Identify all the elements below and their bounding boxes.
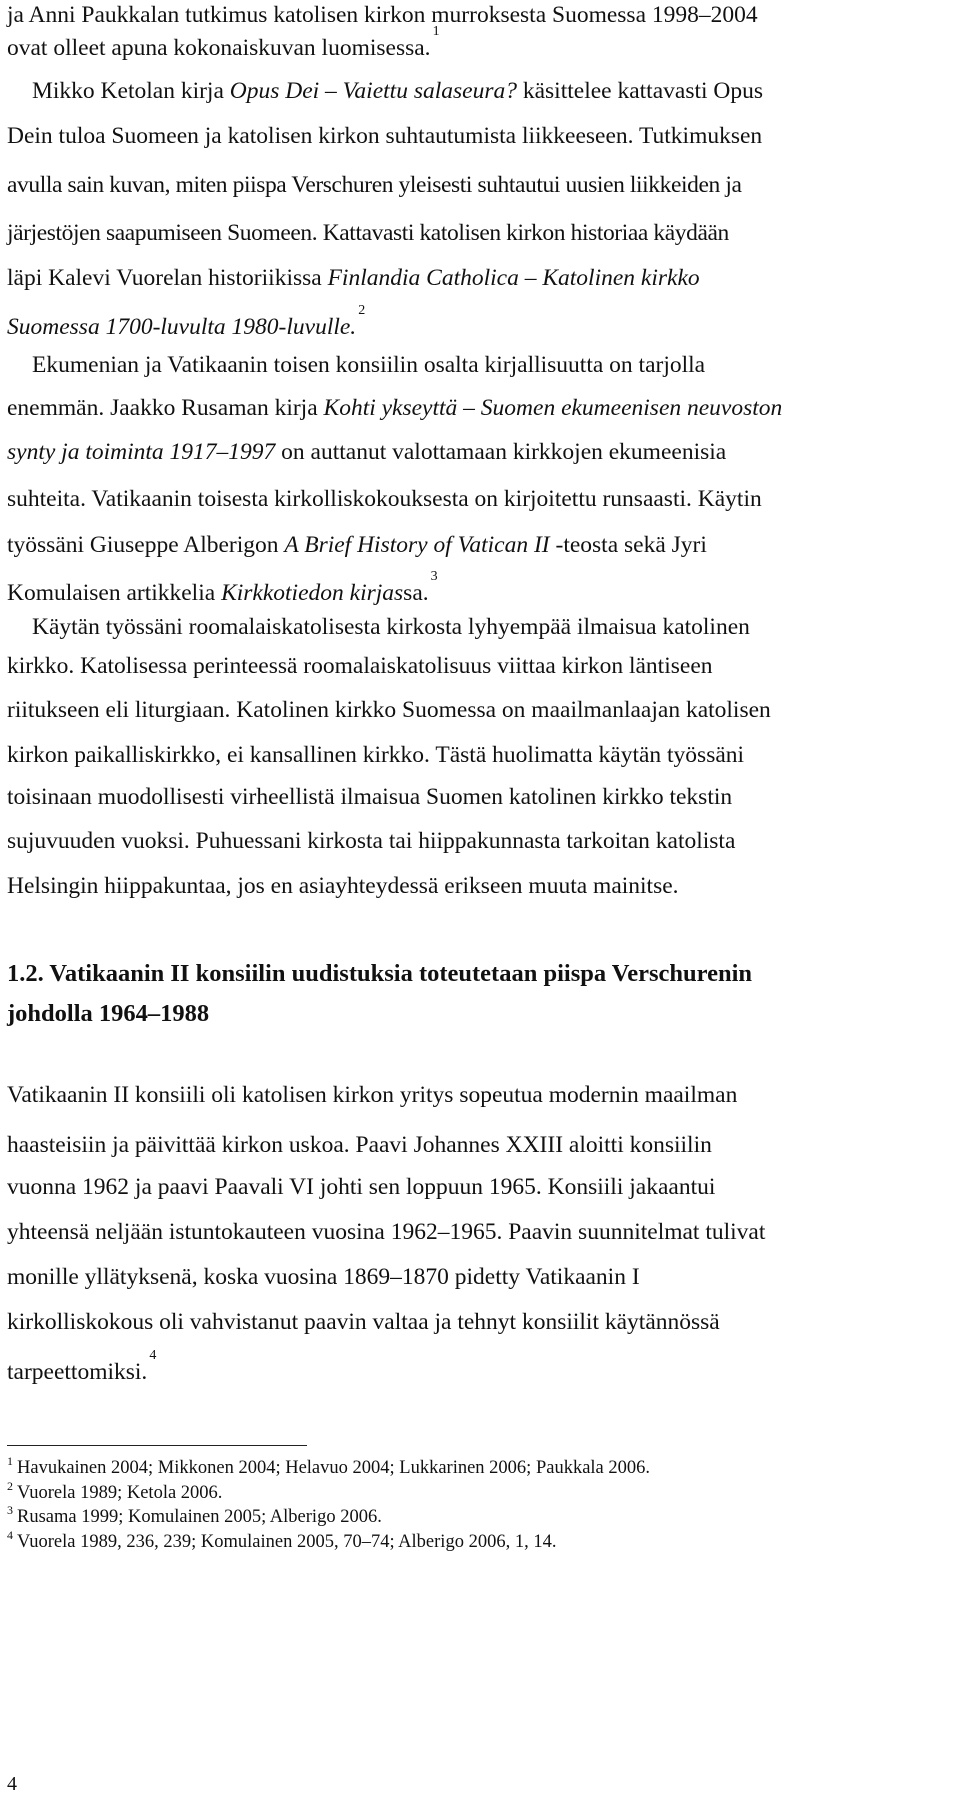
page-number: 4 bbox=[7, 1773, 17, 1795]
text-run: on auttanut valottamaan kirkkojen ekumeenisia bbox=[275, 439, 727, 465]
text-run: toisinaan muodollisesti virheellistä ilmaisua Suomen katolinen kirkko tekstin bbox=[7, 784, 733, 810]
text-run: avulla sain kuvan, miten piispa Verschuren yleisesti suhtautui uusien liikkeiden ja bbox=[7, 172, 742, 198]
body-line bbox=[7, 569, 438, 608]
heading-line: johdolla 1964–1988 bbox=[7, 1000, 210, 1027]
italic-title: Opus Dei – Vaiettu salaseura? bbox=[229, 78, 517, 104]
text-run: Komulaisen artikkelia bbox=[7, 579, 222, 606]
footnote bbox=[7, 1530, 556, 1555]
body-line bbox=[32, 612, 750, 642]
italic-title: Kohti ykseyttä – Suomen ekumeenisen neuvoston bbox=[323, 395, 783, 421]
body-line bbox=[7, 170, 742, 200]
footnote-text: Rusama 1999; Komulainen 2005; Alberigo 2006. bbox=[17, 1507, 382, 1527]
footnote-separator bbox=[7, 1445, 307, 1446]
body-line bbox=[7, 218, 729, 248]
footnote-ref: 4 bbox=[149, 1348, 157, 1363]
text-run: kirkolliskokous oli vahvistanut paavin valtaa ja tehnyt konsiilit käytännössä bbox=[7, 1309, 720, 1335]
body-line bbox=[7, 437, 726, 467]
text-run: tarpeettomiksi. bbox=[7, 1358, 148, 1385]
body-line bbox=[7, 782, 732, 812]
body-line bbox=[7, 826, 735, 856]
text-run: vuonna 1962 ja paavi Paavali VI johti sen loppuun 1965. Konsiili jakaantui bbox=[7, 1174, 716, 1200]
text-run: järjestöjen saapumiseen Suomeen. Kattavasti katolisen kirkon historiaa käydään bbox=[7, 220, 729, 246]
italic-title: Finlandia Catholica – Katolinen kirkko bbox=[327, 265, 700, 291]
text-run: monille yllätyksenä, koska vuosina 1869–1870 pidetty Vatikaanin I bbox=[7, 1264, 640, 1290]
footnote-ref: 2 bbox=[358, 303, 366, 318]
footnote-ref: 1 bbox=[432, 24, 440, 39]
section-line bbox=[7, 1172, 715, 1202]
text-run: ovat olleet apuna kokonaiskuvan luomisessa. bbox=[7, 34, 431, 61]
footnote-number: 4 bbox=[7, 1528, 13, 1542]
body-line bbox=[7, 651, 713, 681]
footnote-number: 2 bbox=[7, 1479, 13, 1493]
italic-title: synty ja toiminta 1917–1997 bbox=[7, 439, 276, 465]
italic-title: Kirkkotiedon kirjas bbox=[221, 579, 404, 606]
text-run: kirkko. Katolisessa perinteessä roomalaiskatolisuus viittaa kirkon läntiseen bbox=[7, 653, 713, 679]
footnote bbox=[7, 1481, 222, 1506]
body-line bbox=[7, 393, 782, 423]
italic-title: A Brief History of Vatican II bbox=[284, 532, 550, 558]
text-run: Mikko Ketolan kirja bbox=[32, 78, 230, 104]
text-run: Vatikaanin II konsiili oli katolisen kirkon yritys sopeutua modernin maailman bbox=[7, 1082, 738, 1108]
section-line bbox=[7, 1262, 640, 1292]
section-line bbox=[7, 1080, 737, 1110]
text-run: haasteisiin ja päivittää kirkon uskoa. Paavi Johannes XXIII aloitti konsiilin bbox=[7, 1132, 712, 1158]
section-line bbox=[7, 1307, 720, 1337]
text-run: -teosta sekä Jyri bbox=[549, 532, 707, 558]
section-line bbox=[7, 1130, 712, 1160]
text-run: läpi Kalevi Vuorelan historiikissa bbox=[7, 265, 328, 291]
body-line bbox=[7, 530, 707, 560]
body-line bbox=[7, 740, 744, 770]
text-run: suhteita. Vatikaanin toisesta kirkolliskokouksesta on kirjoitettu runsaasti. Käytin bbox=[7, 486, 762, 512]
italic-title: Suomessa 1700-luvulta 1980-luvulle. bbox=[7, 313, 357, 340]
body-line bbox=[32, 350, 705, 380]
text-run: sujuvuuden vuoksi. Puhuessani kirkosta tai hiippakunnasta tarkoitan katolista bbox=[7, 828, 736, 854]
footnote-text: Vuorela 1989; Ketola 2006. bbox=[17, 1483, 223, 1503]
footnote-ref: 3 bbox=[430, 569, 438, 584]
section-line bbox=[7, 1348, 157, 1387]
body-line bbox=[7, 263, 700, 293]
text-run: kirkon paikalliskirkko, ei kansallinen kirkko. Tästä huolimatta käytän työssäni bbox=[7, 742, 745, 768]
body-line bbox=[7, 303, 366, 342]
text-run: työssäni Giuseppe Alberigon bbox=[7, 532, 285, 558]
body-line bbox=[7, 0, 758, 30]
text-run: Käytän työssäni roomalaiskatolisesta kirkosta lyhyempää ilmaisua katolinen bbox=[32, 614, 750, 640]
text-run: ja Anni Paukkalan tutkimus katolisen kirkon murroksesta Suomessa 1998–2004 bbox=[7, 2, 758, 28]
footnote-text: Vuorela 1989, 236, 239; Komulainen 2005, 70–74; Alberigo 2006, 1, 14. bbox=[17, 1532, 557, 1552]
body-line bbox=[32, 76, 763, 106]
text-run: enemmän. Jaakko Rusaman kirja bbox=[7, 395, 324, 421]
footnote-number: 3 bbox=[7, 1503, 13, 1517]
body-line bbox=[7, 121, 762, 151]
text-run: käsittelee kattavasti Opus bbox=[516, 78, 764, 104]
section-line bbox=[7, 1217, 765, 1247]
footnote bbox=[7, 1505, 382, 1530]
text-run: Dein tuloa Suomeen ja katolisen kirkon suhtautumista liikkeeseen. Tutkimuksen bbox=[7, 123, 763, 149]
heading-line: 1.2. Vatikaanin II konsiilin uudistuksia toteutetaan piispa Verschurenin bbox=[7, 960, 753, 987]
text-run: yhteensä neljään istuntokauteen vuosina 1962–1965. Paavin suunnitelmat tulivat bbox=[7, 1219, 766, 1245]
text-run: sa. bbox=[403, 579, 429, 606]
body-line bbox=[7, 871, 679, 901]
body-line bbox=[7, 24, 440, 63]
footnote-number: 1 bbox=[7, 1454, 13, 1468]
text-run: Helsingin hiippakuntaa, jos en asiayhteydessä erikseen muuta mainitse. bbox=[7, 873, 679, 899]
text-run: Ekumenian ja Vatikaanin toisen konsiilin osalta kirjallisuutta on tarjolla bbox=[32, 352, 706, 378]
footnote bbox=[7, 1456, 650, 1481]
footnote-text: Havukainen 2004; Mikkonen 2004; Helavuo 2004; Lukkarinen 2006; Paukkala 2006. bbox=[17, 1458, 651, 1478]
body-line bbox=[7, 695, 771, 725]
body-line bbox=[7, 484, 762, 514]
text-run: riitukseen eli liturgiaan. Katolinen kirkko Suomessa on maailmanlaajan katolisen bbox=[7, 697, 771, 723]
